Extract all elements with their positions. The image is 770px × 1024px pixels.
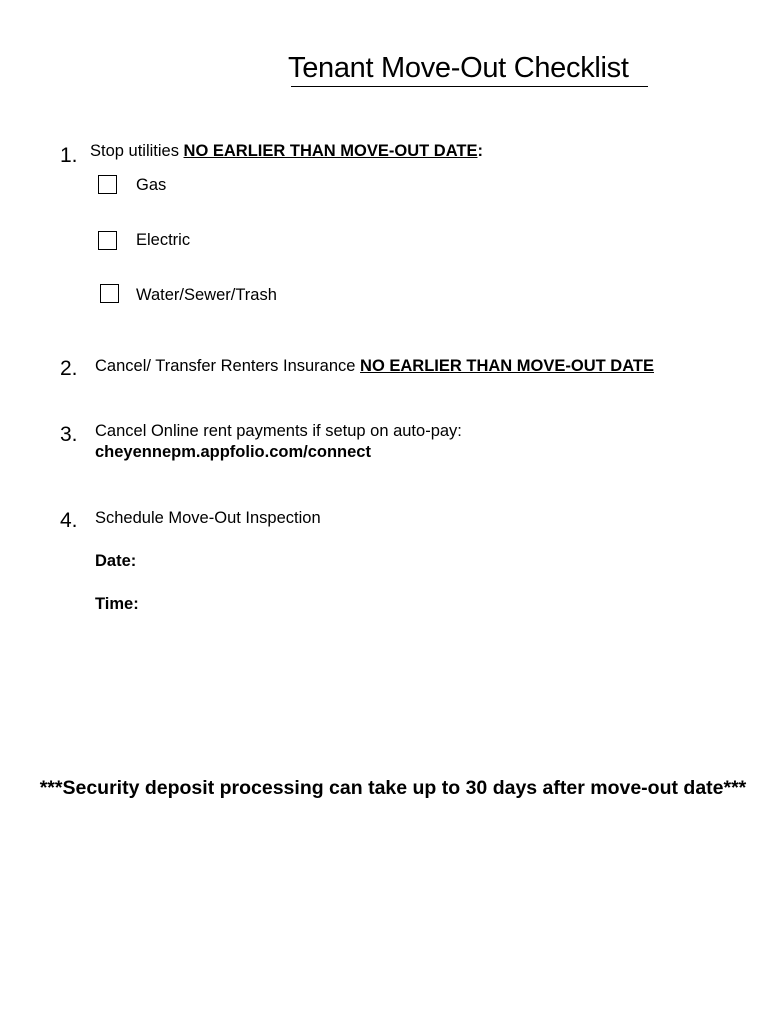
step-2-emphasis: NO EARLIER THAN MOVE-OUT DATE <box>360 357 654 375</box>
inspection-time-label: Time: <box>95 595 139 613</box>
electric-label: Electric <box>136 231 191 249</box>
appfolio-link[interactable]: cheyennepm.appfolio.com/connect <box>95 443 371 461</box>
step-1-number: 1. <box>60 144 78 167</box>
water-sewer-trash-label: Water/Sewer/Trash <box>136 286 277 304</box>
gas-checkbox[interactable] <box>98 175 117 194</box>
step-4-instruction: Schedule Move-Out Inspection <box>95 509 321 527</box>
gas-label: Gas <box>136 176 167 194</box>
electric-checkbox[interactable] <box>98 231 117 250</box>
step-2-instruction: Cancel/ Transfer Renters Insurance <box>95 357 361 375</box>
step-2-number: 2. <box>60 357 78 380</box>
title-underline <box>291 86 648 87</box>
step-2-text <box>95 356 654 376</box>
page-title: Tenant Move-Out Checklist <box>288 52 629 84</box>
step-1-text <box>90 141 483 161</box>
step-1-suffix: : <box>477 142 483 160</box>
step-1-emphasis: NO EARLIER THAN MOVE-OUT DATE <box>183 142 478 160</box>
water-sewer-trash-checkbox[interactable] <box>100 284 119 303</box>
step-4-number: 4. <box>60 509 78 532</box>
inspection-date-label: Date: <box>95 552 137 570</box>
step-3-instruction: Cancel Online rent payments if setup on auto-pay: <box>95 422 462 440</box>
step-1-instruction: Stop utilities <box>90 142 184 160</box>
security-deposit-note: ***Security deposit processing can take up to 30 days after move-out date*** <box>39 777 747 799</box>
step-3-number: 3. <box>60 423 78 446</box>
